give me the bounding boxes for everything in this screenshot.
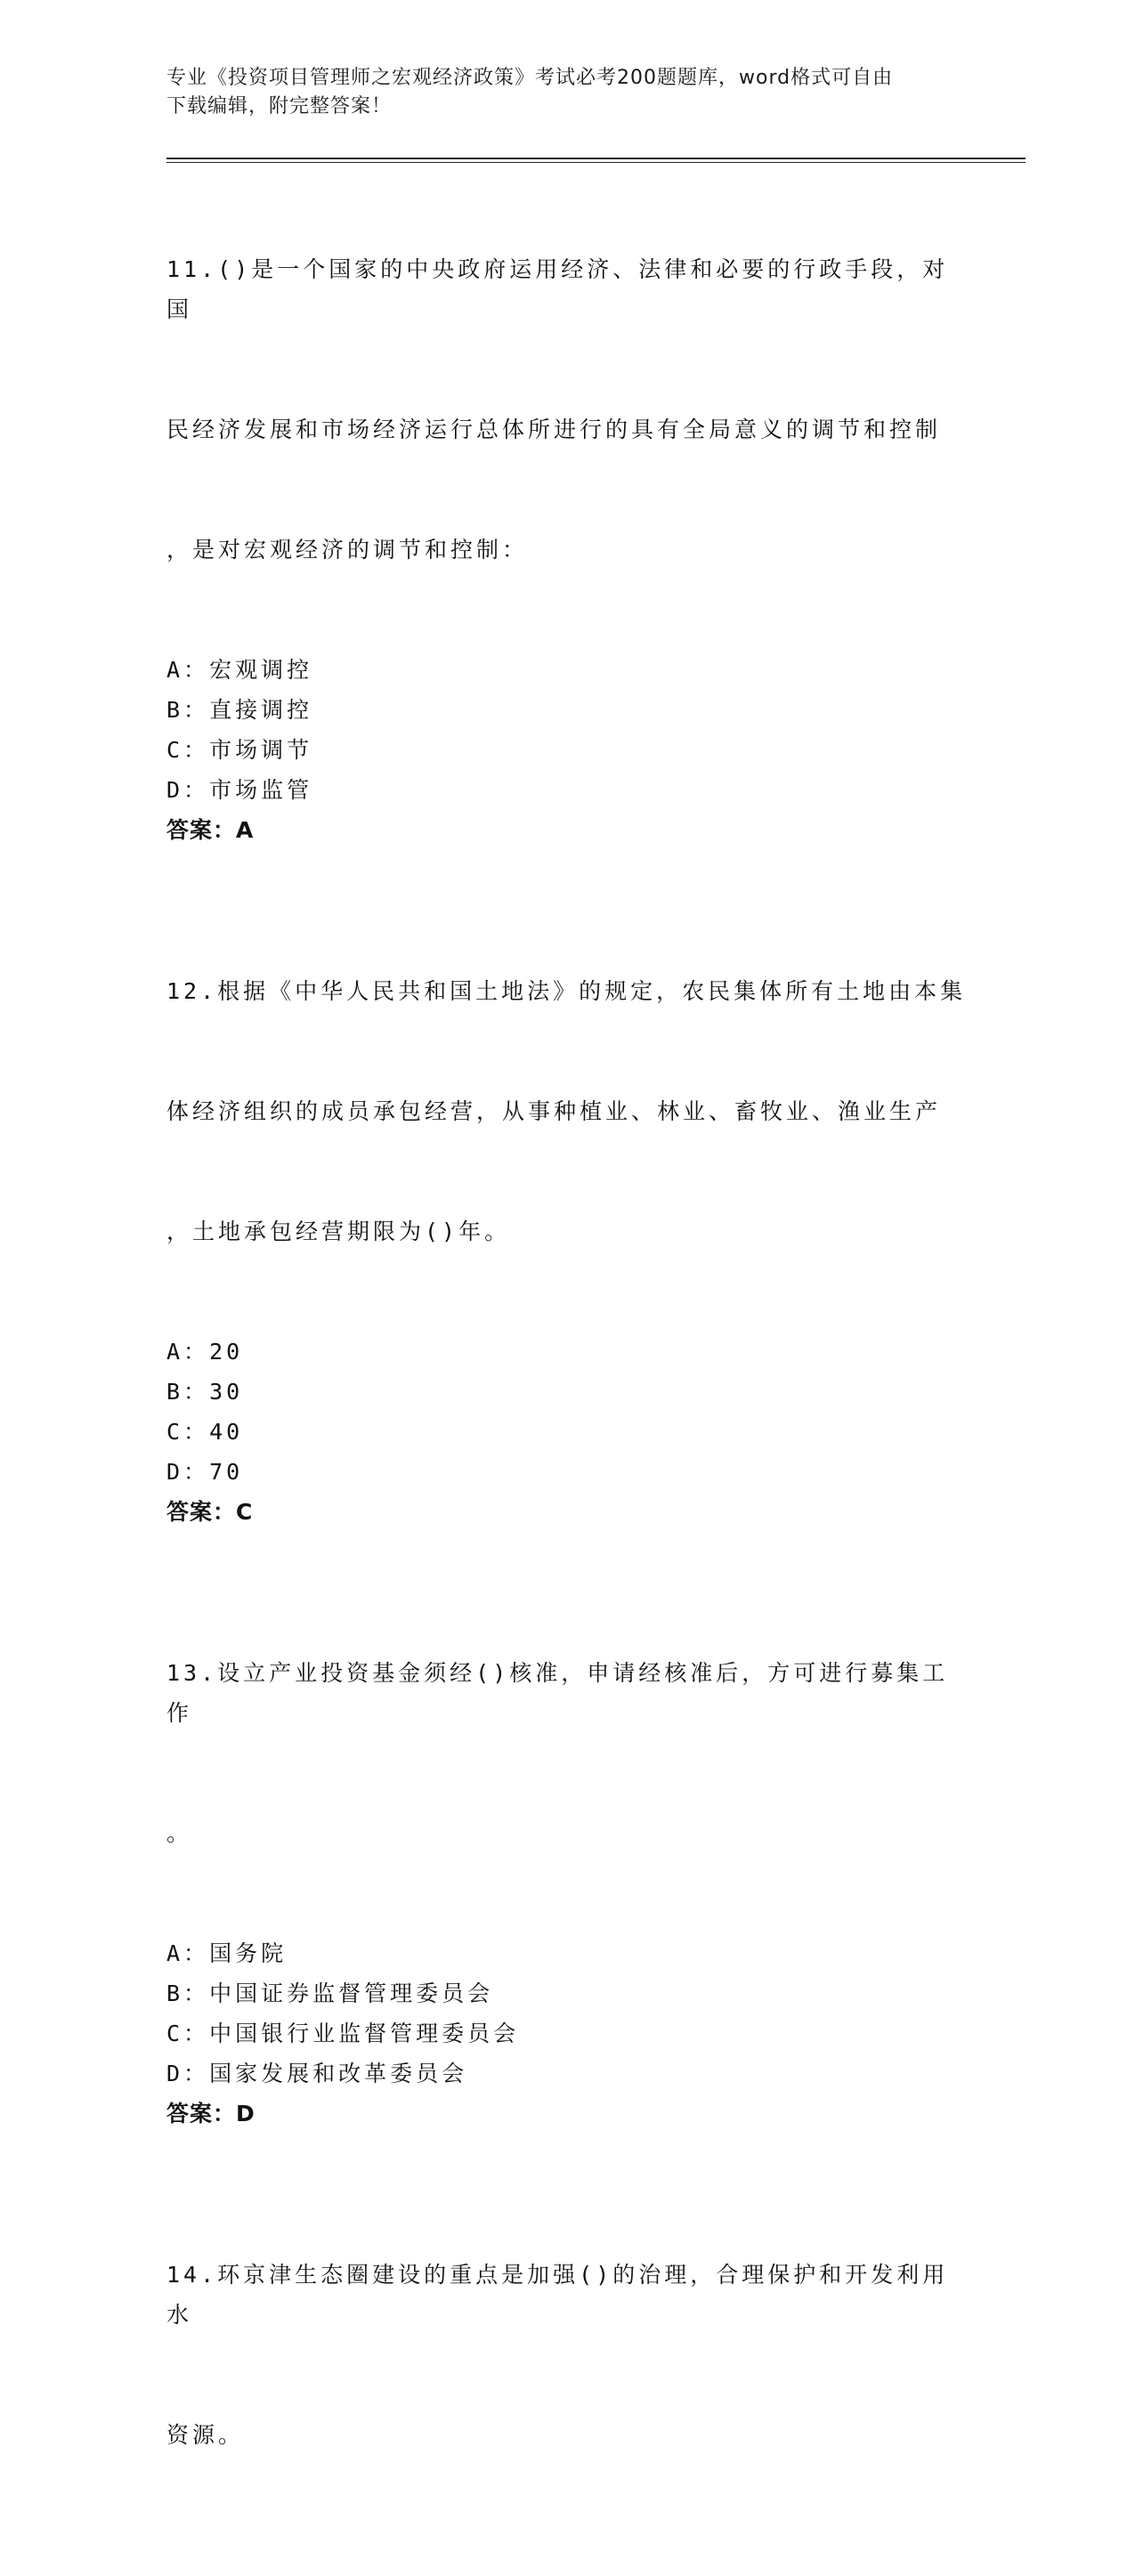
option-text: 宏观调控	[209, 657, 313, 683]
stem-line: 民经济发展和市场经济运行总体所进行的具有全局意义的调节和控制	[166, 417, 942, 442]
option-b	[166, 1372, 968, 1412]
option-c	[166, 730, 968, 770]
option-text: 市场监管	[209, 777, 313, 803]
option-letter: B：	[166, 1981, 210, 2006]
option-d	[166, 2054, 968, 2094]
answer-line: 答案：C	[166, 1499, 254, 1525]
question-stem	[166, 2175, 968, 2535]
option-text: 40	[209, 1419, 244, 1445]
option-text: 70	[209, 1459, 244, 1485]
stem-line: ，是对宏观经济的调节和控制：	[166, 537, 529, 563]
option-c	[166, 1412, 968, 1452]
stem-line: 13.设立产业投资基金须经()核准，申请经核准后，方可进行募集工作	[166, 1660, 949, 1726]
option-letter: B：	[166, 697, 210, 723]
option-text: 中国证券监督管理委员会	[209, 1981, 494, 2006]
option-letter: C：	[166, 1419, 210, 1445]
header-line-1: 专业《投资项目管理师之宏观经济政策》考试必考200题题库，word格式可自由	[166, 67, 894, 89]
option-text: 中国银行业监督管理委员会	[209, 2021, 520, 2046]
option-text: 直接调控	[209, 697, 313, 723]
stem-line: 12.根据《中华人民共和国土地法》的规定，农民集体所有土地由本集	[166, 978, 967, 1004]
question-13	[166, 1573, 968, 2134]
question-list	[166, 169, 968, 2576]
option-letter: D：	[166, 1459, 210, 1485]
option-letter: A：	[166, 1940, 210, 1966]
option-a	[166, 650, 968, 690]
question-12	[166, 891, 968, 1532]
option-d	[166, 770, 968, 810]
stem-line: 体经济组织的成员承包经营，从事种植业、林业、畜牧业、渔业生产	[166, 1098, 942, 1124]
answer-line: 答案：A	[166, 817, 255, 843]
question-11	[166, 169, 968, 850]
option-text: 国家发展和改革委员会	[209, 2061, 468, 2086]
option-d	[166, 1452, 968, 1492]
stem-line: 11.()是一个国家的中央政府运用经济、法律和必要的行政手段，对国	[166, 256, 949, 322]
option-letter: C：	[166, 2021, 210, 2046]
option-text: 20	[209, 1339, 244, 1365]
option-letter: D：	[166, 2061, 210, 2086]
option-b	[166, 1973, 968, 2013]
option-a	[166, 1332, 968, 1372]
question-stem	[166, 1573, 968, 1933]
option-letter: B：	[166, 1379, 210, 1405]
document-header	[166, 64, 950, 121]
option-text: 30	[209, 1379, 244, 1405]
stem-line: 资源。	[166, 2422, 245, 2448]
stem-line: 。	[166, 1820, 193, 1846]
option-text: 国务院	[209, 1940, 288, 1966]
option-letter: D：	[166, 777, 210, 803]
question-stem	[166, 169, 968, 650]
header-line-2: 下载编辑，附完整答案！	[166, 95, 393, 117]
stem-line: ，土地承包经营期限为()年。	[166, 1219, 511, 1244]
question-stem	[166, 891, 968, 1332]
header-divider-thin	[166, 162, 1026, 163]
option-letter: A：	[166, 657, 210, 683]
stem-line: 14.环京津生态圈建设的重点是加强()的治理，合理保护和开发利用水	[166, 2262, 949, 2328]
option-a	[166, 1933, 968, 1973]
question-14	[166, 2175, 968, 2535]
option-text: 市场调节	[209, 737, 313, 763]
answer-line: 答案：D	[166, 2101, 255, 2126]
option-b	[166, 690, 968, 730]
option-letter: C：	[166, 737, 210, 763]
header-divider-thick	[166, 158, 1026, 159]
option-letter: A：	[166, 1339, 210, 1365]
option-c	[166, 2013, 968, 2054]
